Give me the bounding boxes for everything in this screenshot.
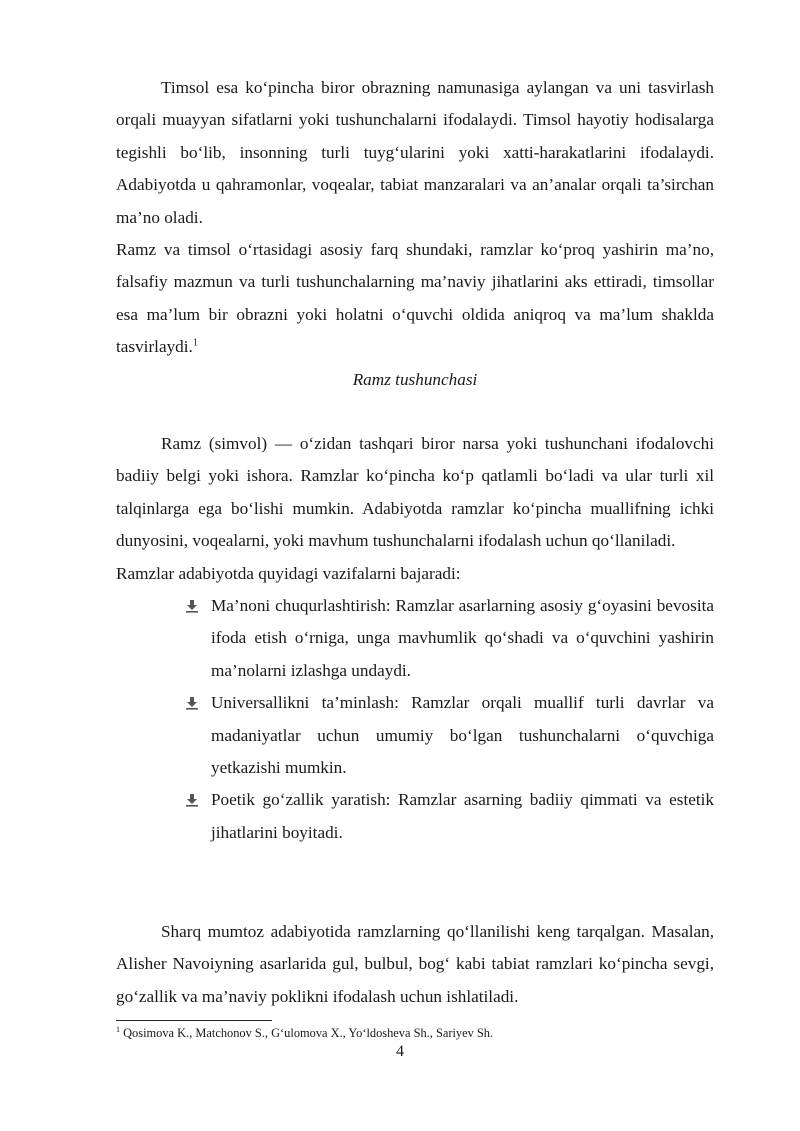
footnote bbox=[116, 1025, 716, 1041]
body-text-block-3 bbox=[116, 916, 714, 1013]
section-title: Ramz tushunchasi bbox=[352, 369, 478, 389]
down-arrow-bullet-icon bbox=[185, 696, 199, 710]
list-item-text: Universallikni ta’minlash: Ramzlar orqali muallif turli davrlar va madaniyatlar uchun umumiy bo‘lgan tushunchalarni o‘quvchiga yetkazishi mumkin. bbox=[211, 693, 714, 778]
footnote-text: Qosimova K., Matchonov S., G‘ulomova X., Yo‘ldosheva Sh., Sariyev Sh. bbox=[123, 1026, 494, 1040]
paragraph-sharq-adabiyoti: Sharq mumtoz adabiyotida ramzlarning qo‘llanilishi keng tarqalgan. Masalan, Alisher Navoiyning asarlarida gul, bulbul, bog‘ kabi tabiat ramzlari ko‘pincha sevgi, go‘zallik va ma’naviy poklikni ifodalash uchun ishlatiladi. bbox=[116, 922, 714, 1006]
list-item-text: Poetik go‘zallik yaratish: Ramzlar asarning badiiy qimmati va estetik jihatlarini boyitadi. bbox=[211, 790, 714, 842]
paragraph-ramz-definition: Ramz (simvol) — o‘zidan tashqari biror narsa yoki tushunchani ifodalovchi badiiy belgi yoki ishora. Ramzlar ko‘pincha ko‘p qatlamli bo‘ladi va ular turli xil talqinlarga ega bo‘lishi mumkin. Adabiyotda ramzlar ko‘pincha muallifning ichki dunyosini, voqealarni, yoki mavhum tushunchalarni ifodalash uchun qo‘llaniladi. bbox=[116, 434, 714, 551]
list-item bbox=[211, 784, 714, 849]
list-item bbox=[211, 590, 714, 687]
list-item bbox=[211, 687, 714, 784]
footnote-reference: 1 bbox=[192, 337, 198, 349]
list-item-text: Ma’noni chuqurlashtirish: Ramzlar asarlarning asosiy g‘oyasini bevosita ifoda etish o‘rniga, unga mavhumlik qo‘shadi va o‘quvchini yashirin ma’nolarni izlashga undaydi. bbox=[211, 596, 714, 680]
down-arrow-bullet-icon bbox=[185, 599, 199, 613]
paragraph-timsol: Timsol esa ko‘pincha biror obrazning namunasiga aylangan va uni tasvirlash orqali muayyan sifatlarni yoki tushunchalarni ifodalaydi. Timsol hayotiy hodisalarga tegishli bo‘lib, insonning turli tuyg‘ularini yoki xatti-harakatlarini ifodalaydi. Adabiyotda u qahramonlar, voqealar, tabiat manzaralari va an’analar orqali ta’sirchan ma’no oladi. bbox=[116, 78, 714, 227]
footnote-number: 1 bbox=[116, 1024, 120, 1034]
paragraph-ramz-timsol-difference bbox=[116, 234, 714, 364]
down-arrow-bullet-icon bbox=[185, 793, 199, 807]
body-text-block-2 bbox=[116, 428, 714, 849]
body-text-block bbox=[116, 72, 714, 396]
page-number: 4 bbox=[396, 1043, 404, 1060]
functions-list bbox=[116, 590, 714, 849]
paragraph-functions-intro: Ramzlar adabiyotda quyidagi vazifalarni bajaradi: bbox=[116, 563, 461, 583]
footnote-separator bbox=[116, 1020, 272, 1021]
paragraph-text: Ramz va timsol o‘rtasidagi asosiy farq shundaki, ramzlar ko‘proq yashirin ma’no, falsafiy mazmun va turli tushunchalarning ma’naviy jihatlarini aks ettiradi, timsollar esa ma’lum bir obrazni yoki holatni o‘quvchi oldida aniqroq va ma’lum shaklda tasvirlaydi. bbox=[116, 240, 714, 357]
